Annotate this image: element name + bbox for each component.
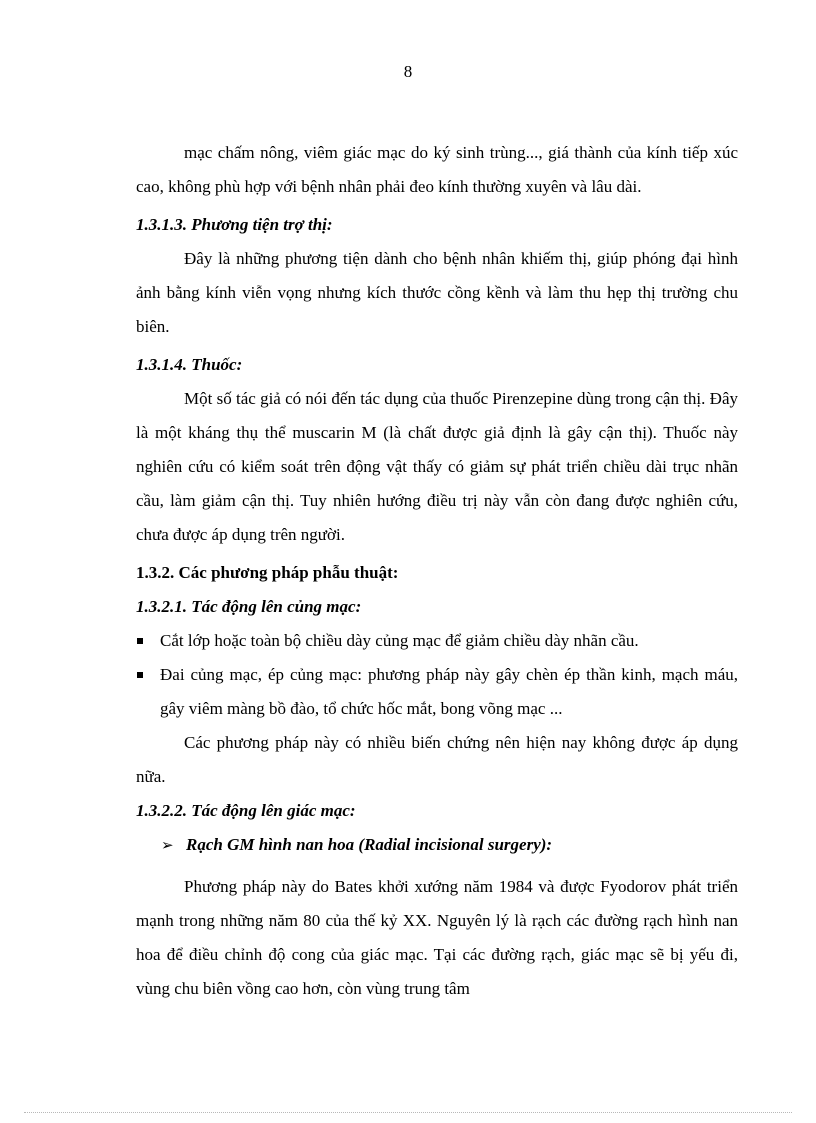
paragraph-visual-aids: Đây là những phương tiện dành cho bệnh nhân khiếm thị, giúp phóng đại hình ảnh bằng kính viễn vọng nhưng kích thước cồng kềnh và làm thu hẹp thị trường chu biên.: [136, 249, 738, 336]
document-body: [136, 136, 738, 1006]
arrow-item-text: Rạch GM hình nan hoa (Radial incisional surgery):: [186, 835, 553, 854]
paragraph-medication: Một số tác giả có nói đến tác dụng của thuốc Pirenzepine dùng trong cận thị. Đây là một kháng thụ thể muscarin M (là chất được giả định là gây cận thị). Thuốc này nghiên cứu có kiểm soát trên động vật thấy có giảm sự phát triển chiều dài trục nhãn cầu, làm giảm cận thị. Tuy nhiên hướng điều trị này vẫn còn đang được nghiên cứu, chưa được áp dụng trên người.: [136, 389, 738, 544]
heading-visual-aids: 1.3.1.3. Phương tiện trợ thị:: [136, 215, 333, 234]
page-bottom-divider: [24, 1112, 792, 1113]
list-item: [136, 658, 738, 726]
heading-surgical-methods: 1.3.2. Các phương pháp phẫu thuật:: [136, 563, 399, 582]
list-item-text: Cắt lớp hoặc toàn bộ chiều dày củng mạc để giảm chiều dày nhãn cầu.: [160, 631, 639, 650]
list-item-text: Đai củng mạc, ép củng mạc: phương pháp này gây chèn ép thần kinh, mạch máu, gây viêm màng bồ đào, tổ chức hốc mắt, bong võng mạc ...: [160, 665, 738, 718]
arrow-list-item: [160, 828, 738, 862]
heading-cornea-surgery: 1.3.2.2. Tác động lên giác mạc:: [136, 801, 356, 820]
heading-sclera-surgery: 1.3.2.1. Tác động lên củng mạc:: [136, 597, 362, 616]
list-item: [136, 624, 738, 658]
arrow-bullet-icon: ➢: [161, 836, 174, 854]
square-bullet-icon: [137, 638, 143, 644]
heading-medication: 1.3.1.4. Thuốc:: [136, 355, 243, 374]
paragraph-radial-keratotomy: Phương pháp này do Bates khởi xướng năm 1984 và được Fyodorov phát triển mạnh trong những năm 80 của thế kỷ XX. Nguyên lý là rạch các đường rạch hình nan hoa để điều chỉnh độ cong của giác mạc. Tại các đường rạch, giác mạc sẽ bị yếu đi, vùng chu biên vồng cao hơn, còn vùng trung tâm: [136, 877, 738, 998]
square-bullet-icon: [137, 672, 143, 678]
page-number: 8: [403, 62, 413, 81]
paragraph-contact-lens-drawbacks: mạc chấm nông, viêm giác mạc do ký sinh trùng..., giá thành của kính tiếp xúc cao, không phù hợp với bệnh nhân phải đeo kính thường xuyên và lâu dài.: [136, 143, 738, 196]
paragraph-sclera-complications: Các phương pháp này có nhiều biến chứng nên hiện nay không được áp dụng nữa.: [136, 733, 738, 786]
